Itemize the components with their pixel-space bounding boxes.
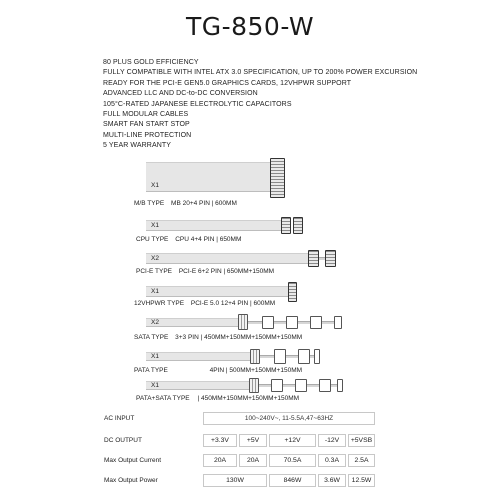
mb-24pin-connector-icon (270, 158, 285, 198)
feature-item: SMART FAN START STOP (103, 121, 190, 129)
spec-row-dc-output (104, 434, 464, 447)
pcie-connector-icon (308, 250, 319, 267)
cable-body (146, 318, 238, 327)
cable-quantity: X2 (151, 255, 159, 262)
cable-quantity: X1 (151, 182, 159, 189)
cable-body (146, 253, 308, 264)
cable-quantity: X1 (151, 222, 159, 229)
sata-connector-icon (271, 379, 283, 392)
cable-tail (298, 321, 310, 324)
sata-connector-icon (319, 379, 331, 392)
spec-cell: +12V (269, 434, 316, 447)
cable-tail (307, 384, 319, 387)
spec-cell: 3.6W (318, 474, 346, 487)
product-title: TG-850-W (185, 12, 315, 41)
sata-connector-icon (310, 316, 322, 329)
cable-quantity: X1 (151, 288, 159, 295)
sata-connector-icon (262, 316, 274, 329)
pata-connector-icon (298, 349, 310, 364)
cable-quantity: X1 (151, 353, 159, 360)
cable-spec: MB 20+4 PIN | 600MM (171, 200, 237, 207)
spec-cell: 0.3A (318, 454, 346, 467)
cable-body (146, 381, 249, 390)
cpu-connector-icon (293, 217, 303, 234)
spec-row-max-current (104, 454, 464, 467)
spec-cell: +5V (239, 434, 267, 447)
spec-cell: 70.5A (269, 454, 316, 467)
spec-label: Max Output Current (104, 457, 162, 464)
spec-cell: +5VSB (348, 434, 375, 447)
cable-tail (322, 321, 334, 324)
feature-item: 5 YEAR WARRANTY (103, 142, 172, 150)
cable-spec: | 450MM+150MM+150MM+150MM (197, 395, 300, 402)
cable-tail (248, 321, 262, 324)
cable-spec: CPU 4+4 PIN | 650MM (175, 236, 242, 243)
cable-tail (259, 384, 271, 387)
pata-connector-icon (314, 349, 320, 364)
cable-quantity: X2 (151, 319, 159, 326)
spec-cell: 846W (269, 474, 316, 487)
spec-label: DC OUTPUT (104, 437, 142, 444)
feature-item: READY FOR THE PCI-E GEN5.0 GRAPHICS CARDS, 12VHPWR SUPPORT (103, 79, 352, 87)
feature-item: FULL MODULAR CABLES (103, 111, 189, 119)
cable-body (146, 352, 250, 361)
spec-value: 100~240V~, 11-5.5A,47~63HZ (203, 412, 375, 425)
pata-connector-icon (274, 349, 286, 364)
cable-type: CPU TYPE (136, 236, 169, 243)
feature-list (103, 58, 417, 152)
spec-row-max-power (104, 474, 464, 487)
spec-label: AC INPUT (104, 415, 135, 422)
cpu-connector-icon (281, 217, 291, 234)
sata-connector-icon (295, 379, 307, 392)
pata-connector-icon (249, 378, 259, 393)
cable-quantity: X1 (151, 382, 159, 389)
sata-connector-icon (334, 316, 342, 329)
spec-cell: 2.5A (348, 454, 375, 467)
cable-type: SATA TYPE (134, 334, 169, 341)
cable-spec: PCI-E 5.0 12+4 PIN | 600MM (190, 300, 276, 307)
feature-item: 80 PLUS GOLD EFFICIENCY (103, 59, 199, 66)
pata-connector-icon (250, 349, 260, 364)
cable-tail (283, 384, 295, 387)
cable-type: PCI-E TYPE (136, 268, 173, 275)
spec-cell: 20A (239, 454, 267, 467)
pcie-connector-icon (325, 250, 336, 267)
feature-item: MULTI-LINE PROTECTION (103, 131, 192, 139)
cable-tail (274, 321, 286, 324)
feature-item: ADVANCED LLC AND DC-to-DC CONVERSION (103, 90, 258, 98)
spec-row-ac-input (104, 412, 464, 425)
spec-label: Max Output Power (104, 477, 158, 484)
cable-body (146, 286, 288, 297)
cable-spec: 3+3 PIN | 450MM+150MM+150MM+150MM (175, 334, 303, 341)
cable-body (146, 162, 270, 192)
cable-type: M/B TYPE (134, 200, 165, 207)
spec-cell: -12V (318, 434, 346, 447)
feature-item: FULLY COMPATIBLE WITH INTEL ATX 3.0 SPECIFICATION, UP TO 200% POWER EXCURSION (103, 69, 418, 77)
cable-spec: PCI-E 6+2 PIN | 650MM+150MM (178, 268, 275, 275)
spec-cell: 12.5W (348, 474, 375, 487)
cable-tail (286, 355, 298, 358)
cable-type: 12VHPWR TYPE (134, 300, 185, 307)
spec-cell: 20A (203, 454, 237, 467)
cable-tail (260, 355, 274, 358)
sata-connector-icon (286, 316, 298, 329)
spec-cell: +3.3V (203, 434, 237, 447)
cable-type: PATA TYPE (134, 367, 168, 374)
feature-item: 105°C-RATED JAPANESE ELECTROLYTIC CAPACITORS (103, 100, 292, 108)
cable-spec: 4PIN | 500MM+150MM+150MM (209, 367, 303, 374)
12vhpwr-connector-icon (288, 282, 297, 302)
cable-body (146, 220, 281, 231)
spec-cell: 130W (203, 474, 267, 487)
sata-connector-icon (337, 379, 343, 392)
cable-type: PATA+SATA TYPE (136, 395, 190, 402)
sata-connector-icon (238, 314, 248, 330)
